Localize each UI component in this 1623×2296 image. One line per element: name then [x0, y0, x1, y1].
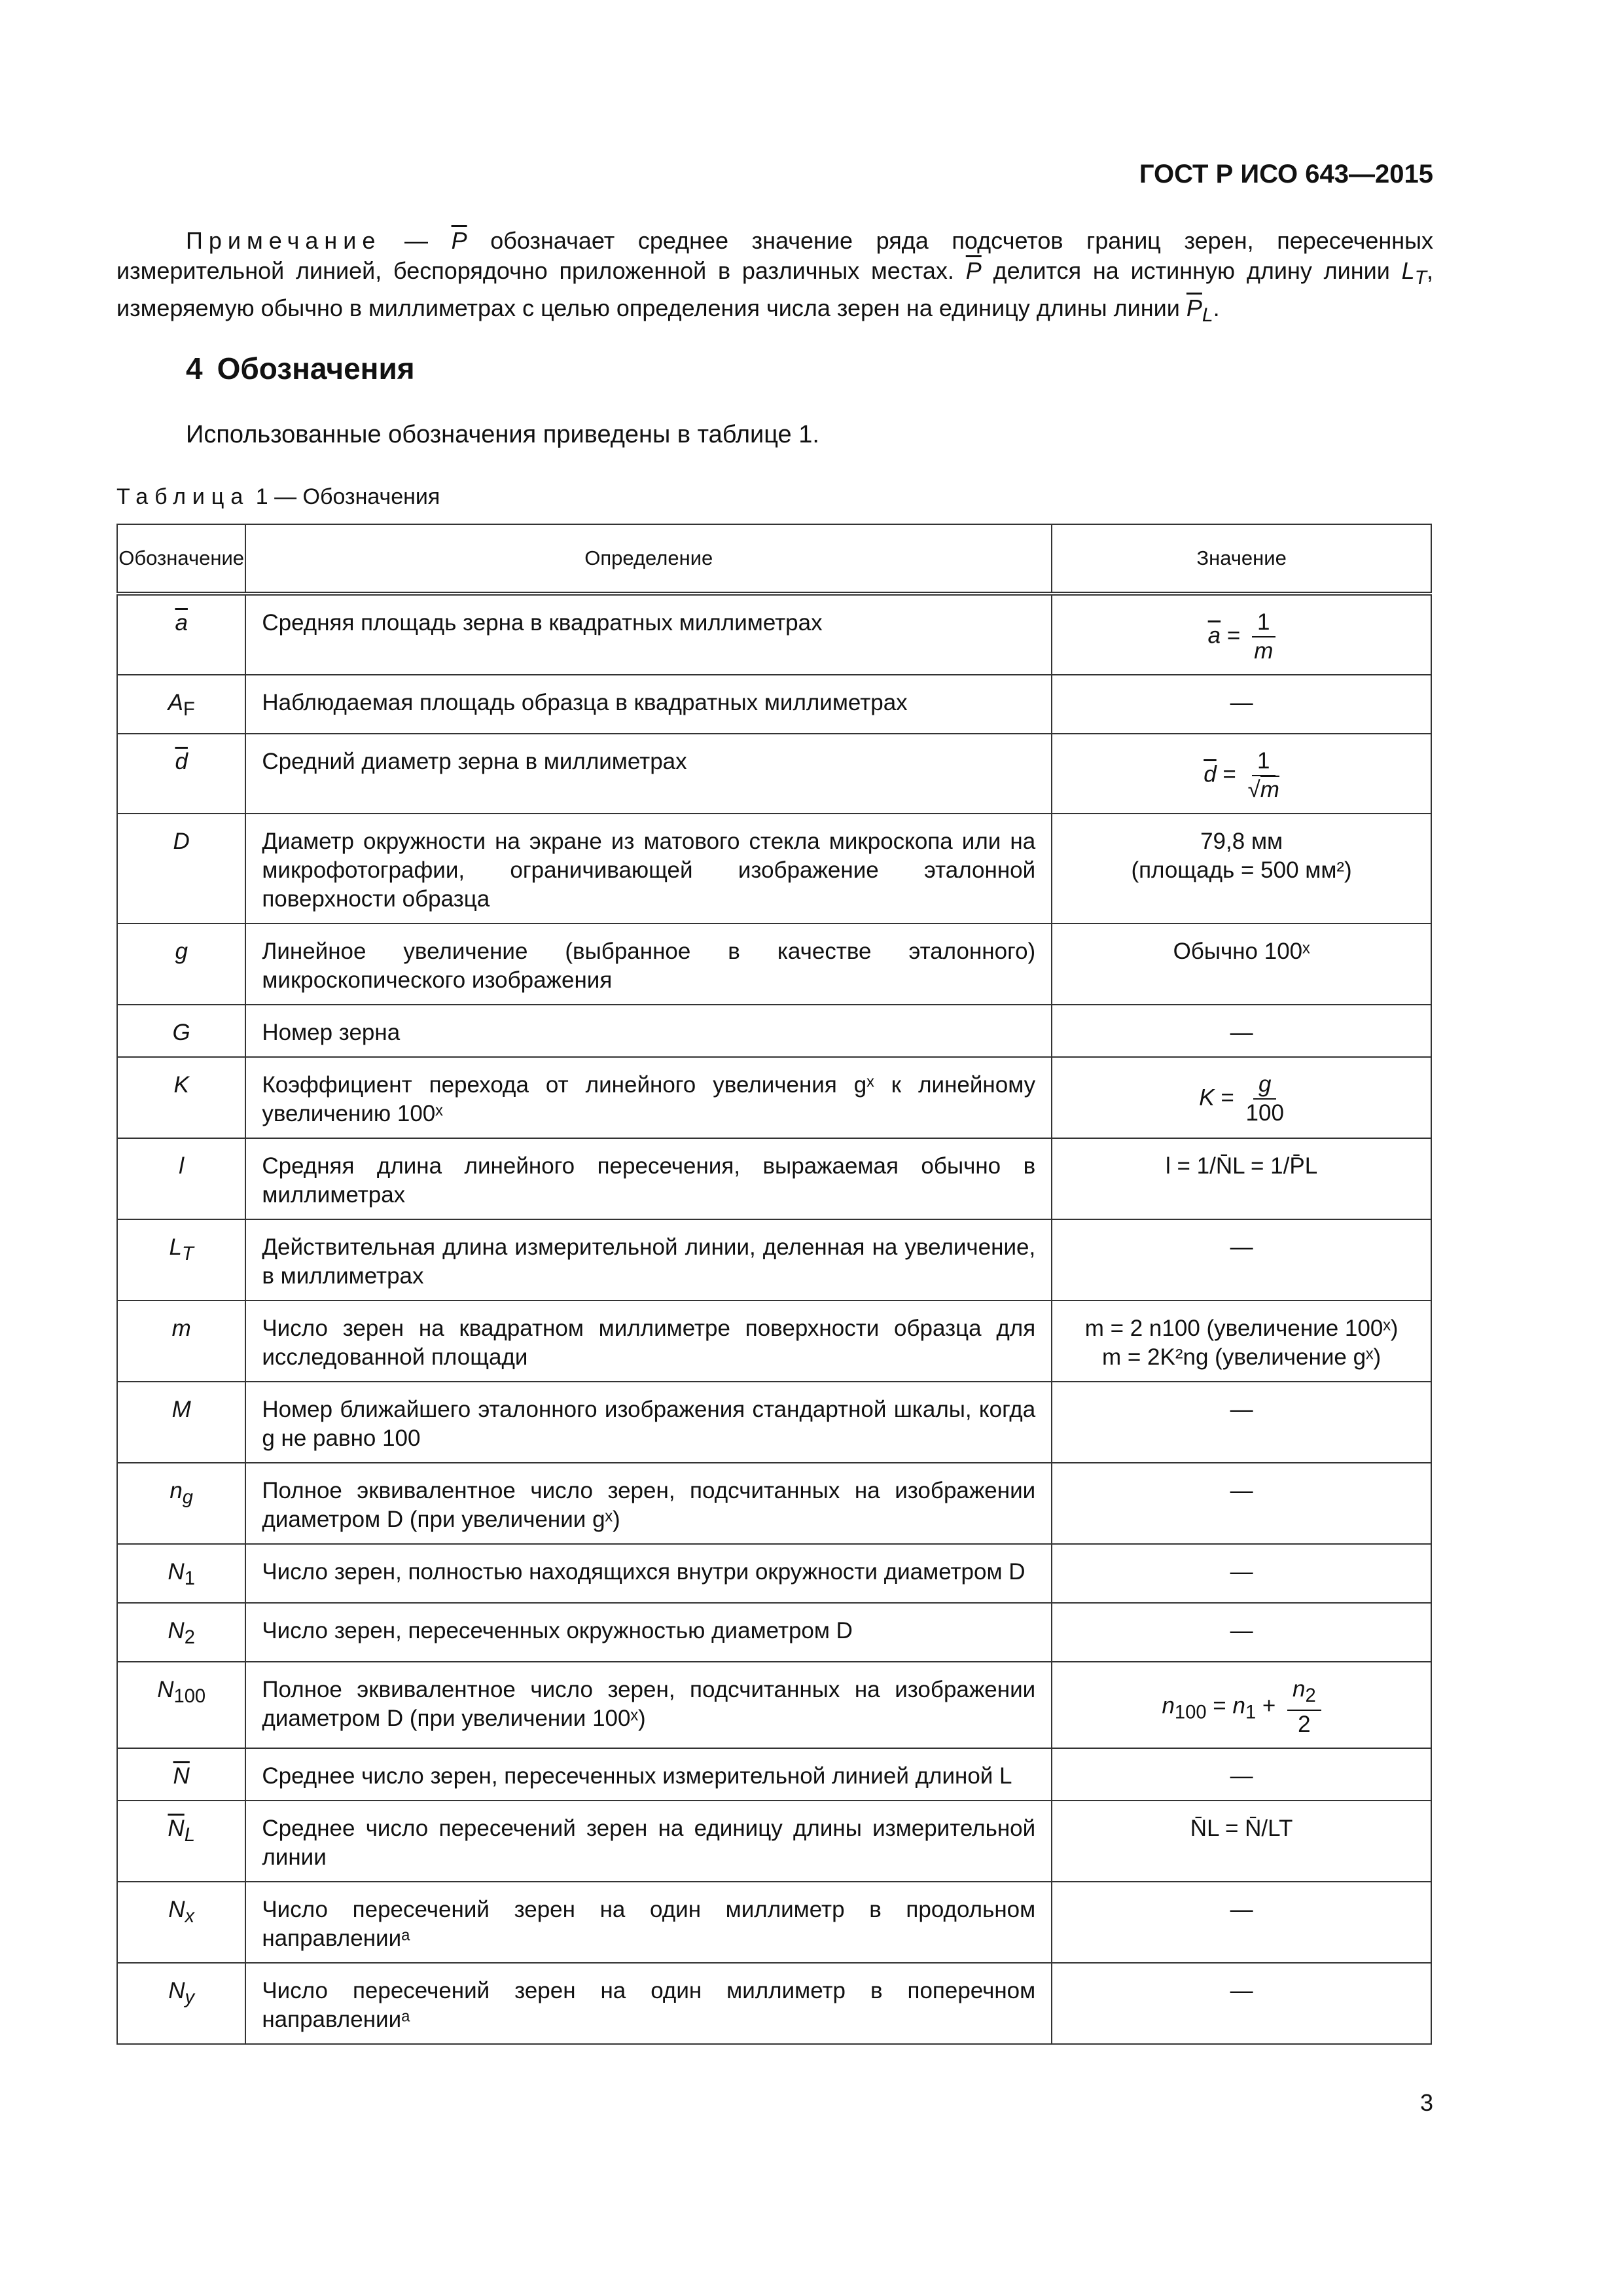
table-row: [117, 1882, 1431, 1963]
value-cell: —: [1052, 1463, 1431, 1544]
definition-cell: Средний диаметр зерна в миллиметрах: [245, 734, 1052, 814]
symbol-cell: $N_2$: [117, 1603, 245, 1662]
table-row: [117, 1382, 1431, 1463]
symbol-cell: $N_x$: [117, 1882, 245, 1963]
table-row: [117, 1544, 1431, 1603]
symbol-cell: $N_1$: [117, 1544, 245, 1603]
header-value: Значение: [1052, 524, 1431, 594]
symbol-cell: $N_{100}$: [117, 1662, 245, 1748]
table-row: [117, 1300, 1431, 1382]
value-cell: $\overline{a}$ = $\frac{1}{m}$: [1052, 594, 1431, 675]
value-cell: —: [1052, 1748, 1431, 1801]
symbol-cell: $A_F$: [117, 675, 245, 734]
table-row: [117, 1662, 1431, 1748]
value-cell: l = 1/N̄L = 1/P̄L: [1052, 1138, 1431, 1219]
symbol-cell: l: [117, 1138, 245, 1219]
symbol-cell: $\overline{a}$: [117, 594, 245, 675]
section-heading: 4 Обозначения: [186, 351, 415, 386]
definition-cell: Среднее число зерен, пересеченных измерительной линией длиной L: [245, 1748, 1052, 1801]
table-row: [117, 924, 1431, 1005]
symbol-cell: $\overline{N}_L$: [117, 1801, 245, 1882]
symbol-cell: $n_g$: [117, 1463, 245, 1544]
value-cell: Обычно 100ˣ: [1052, 924, 1431, 1005]
value-cell: —: [1052, 1544, 1431, 1603]
symbols-table: [116, 524, 1432, 2045]
symbol-cell: D: [117, 814, 245, 924]
definition-cell: Полное эквивалентное число зерен, подсчитанных на изображении диаметром D (при увеличении gˣ): [245, 1463, 1052, 1544]
definition-cell: Полное эквивалентное число зерен, подсчитанных на изображении диаметром D (при увеличении 100ˣ): [245, 1662, 1052, 1748]
value-cell: —: [1052, 1603, 1431, 1662]
symbol-cell: m: [117, 1300, 245, 1382]
standard-number: ГОСТ Р ИСО 643—2015: [1139, 160, 1433, 188]
definition-cell: Число пересечений зерен на один миллиметр в продольном направленииᵃ: [245, 1882, 1052, 1963]
table-row: [117, 1603, 1431, 1662]
value-cell: N̄L = N̄/LT: [1052, 1801, 1431, 1882]
intro-text: Использованные обозначения приведены в таблице 1.: [186, 421, 819, 448]
definition-cell: Средняя площадь зерна в квадратных миллиметрах: [245, 594, 1052, 675]
symbol-cell: $\overline{d}$: [117, 734, 245, 814]
value-cell: —: [1052, 1882, 1431, 1963]
table-row: [117, 1963, 1431, 2044]
header-symbol: Обозначение: [117, 524, 245, 594]
table-row: [117, 1219, 1431, 1300]
definition-cell: Наблюдаемая площадь образца в квадратных миллиметрах: [245, 675, 1052, 734]
definition-cell: Число зерен, пересеченных окружностью диаметром D: [245, 1603, 1052, 1662]
table-caption: Таблица 1 — Обозначения: [116, 484, 440, 509]
symbol-cell: K: [117, 1057, 245, 1138]
value-cell: K = $\frac{g}{100}$: [1052, 1057, 1431, 1138]
table-row: [117, 675, 1431, 734]
value-cell: —: [1052, 1963, 1431, 2044]
table-row: [117, 1748, 1431, 1801]
definition-cell: Число зерен на квадратном миллиметре поверхности образца для исследованной площади: [245, 1300, 1052, 1382]
table-header-row: [117, 524, 1431, 594]
symbol-cell: $N_y$: [117, 1963, 245, 2044]
value-cell: $n_{100} = n_1$ + $\frac{n_2}{2}$: [1052, 1662, 1431, 1748]
definition-cell: Число зерен, полностью находящихся внутри окружности диаметром D: [245, 1544, 1052, 1603]
symbol-cell: G: [117, 1005, 245, 1057]
value-cell: m = 2 n100 (увеличение 100ˣ) m = 2K²ng (увеличение gˣ): [1052, 1300, 1431, 1382]
definition-cell: Действительная длина измерительной линии, деленная на увеличение, в миллиметрах: [245, 1219, 1052, 1300]
symbol-cell: M: [117, 1382, 245, 1463]
value-cell: —: [1052, 1382, 1431, 1463]
definition-cell: Номер ближайшего эталонного изображения стандартной шкалы, когда g не равно 100: [245, 1382, 1052, 1463]
definition-cell: Средняя длина линейного пересечения, выражаемая обычно в миллиметрах: [245, 1138, 1052, 1219]
definition-cell: Среднее число пересечений зерен на единицу длины измерительной линии: [245, 1801, 1052, 1882]
table-row: [117, 1463, 1431, 1544]
value-cell: —: [1052, 1219, 1431, 1300]
table-row: [117, 1005, 1431, 1057]
symbol-cell: $\overline{N}$: [117, 1748, 245, 1801]
table-row: [117, 1801, 1431, 1882]
definition-cell: Линейное увеличение (выбранное в качестве эталонного) микроскопического изображения: [245, 924, 1052, 1005]
table-row: [117, 1057, 1431, 1138]
symbol-cell: $L_T$: [117, 1219, 245, 1300]
definition-cell: Число пересечений зерен на один миллиметр в поперечном направленииᵃ: [245, 1963, 1052, 2044]
definition-cell: Номер зерна: [245, 1005, 1052, 1057]
definition-cell: Коэффициент перехода от линейного увеличения gˣ к линейному увеличению 100ˣ: [245, 1057, 1052, 1138]
value-cell: $\overline{d}$ = $\frac{1}{√m}$: [1052, 734, 1431, 814]
header-definition: Определение: [245, 524, 1052, 594]
value-cell: —: [1052, 1005, 1431, 1057]
page-number: 3: [1419, 2089, 1433, 2116]
note-label: Примечание: [186, 227, 382, 254]
note-paragraph: Примечание — $\overline{P}$ обозначает среднее значение ряда подсчетов границ зерен, пересеченных измерительной линией, беспорядочно приложенной в различных местах. $\overline{P}$ делится на истинную длину линии $L_T$, измеряемую обычно в миллиметрах с целью определения числа зерен на единицу длины линии $\overline{P}_L$.: [116, 227, 1433, 327]
symbol-cell: g: [117, 924, 245, 1005]
value-cell: —: [1052, 675, 1431, 734]
table-row: [117, 1138, 1431, 1219]
table-row: [117, 734, 1431, 814]
table-row: [117, 594, 1431, 675]
definition-cell: Диаметр окружности на экране из матового стекла микроскопа или на микрофотографии, ограничивающей изображение эталонной поверхности образца: [245, 814, 1052, 924]
table-row: [117, 814, 1431, 924]
value-cell: 79,8 мм (площадь = 500 мм²): [1052, 814, 1431, 924]
